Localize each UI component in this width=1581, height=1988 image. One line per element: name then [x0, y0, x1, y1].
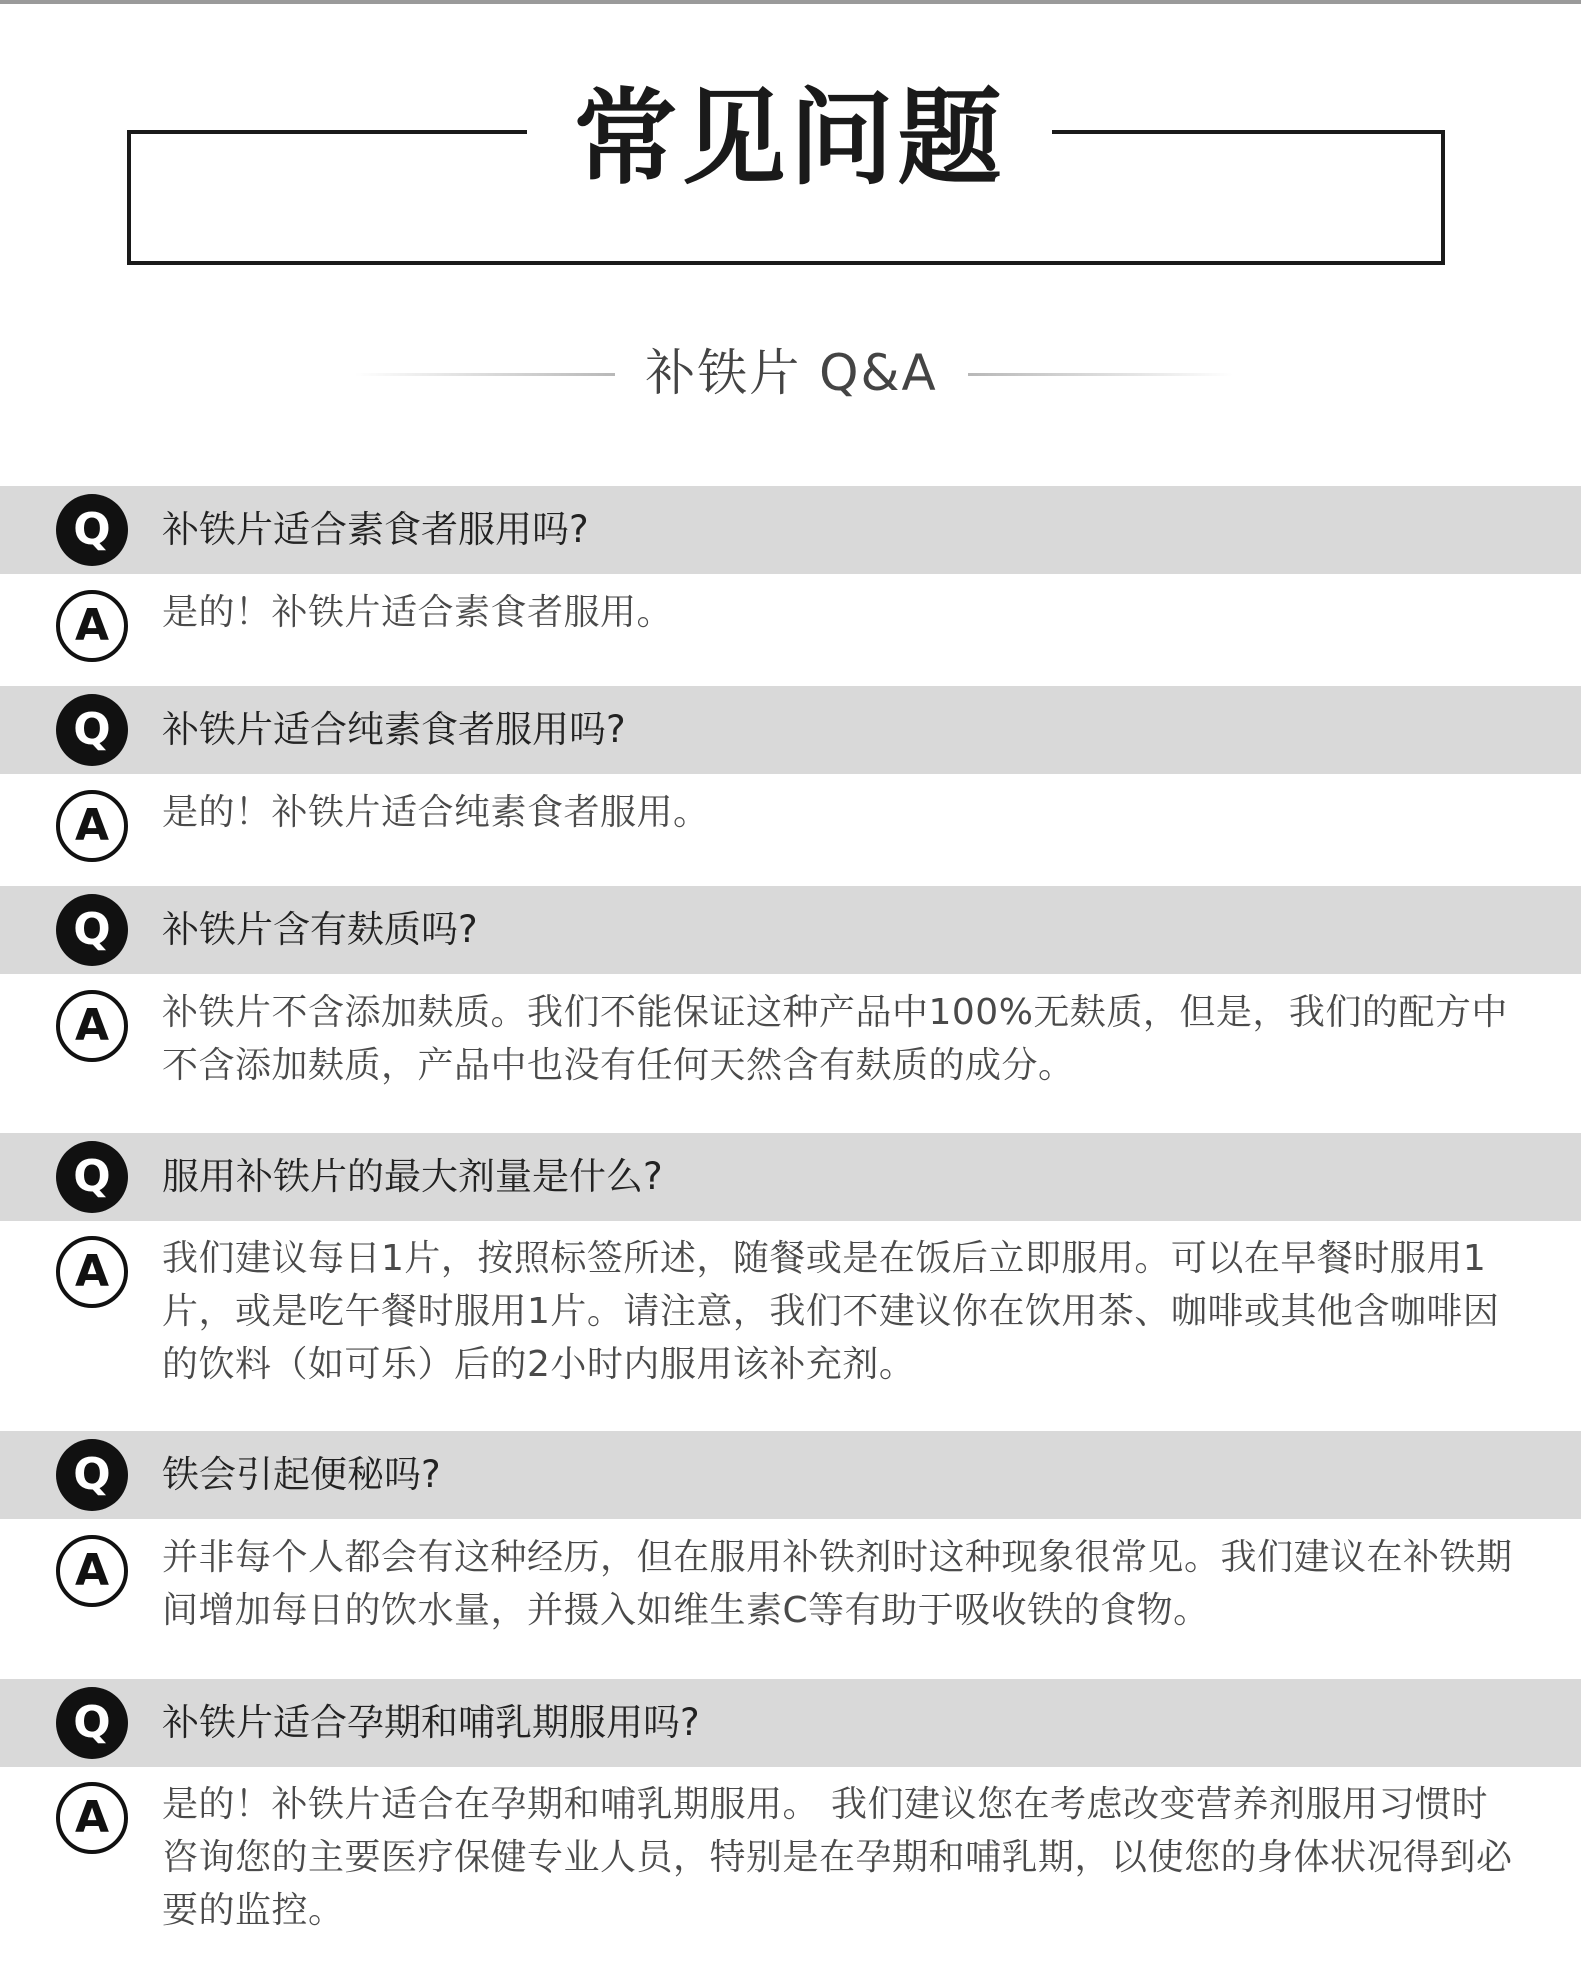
- question-text: 服用补铁片的最大剂量是什么?: [162, 1155, 663, 1198]
- answer-badge-icon: A: [56, 1535, 128, 1607]
- answer-text: 是的！补铁片适合素食者服用。: [162, 592, 674, 633]
- question-text: 补铁片含有麸质吗?: [162, 908, 478, 951]
- question-row: [0, 686, 1581, 774]
- question-badge-icon: Q: [56, 694, 128, 766]
- answer-badge-icon: A: [56, 1236, 128, 1308]
- question-row: [0, 886, 1581, 974]
- answer-text: 并非每个人都会有这种经历，但在服用补铁剂时这种现象很常见。我们建议在补铁期间增加每日的饮水量，并摄入如维生素C等有助于吸收铁的食物。: [162, 1537, 1513, 1631]
- question-text: 补铁片适合孕期和哺乳期服用吗?: [162, 1701, 700, 1744]
- question-badge-icon: Q: [56, 1687, 128, 1759]
- question-row: [0, 1679, 1581, 1767]
- question-text: 补铁片适合素食者服用吗?: [162, 508, 589, 551]
- question-badge-icon: Q: [56, 1439, 128, 1511]
- answer-text: 是的！补铁片适合在孕期和哺乳期服用。 我们建议您在考虑改变营养剂服用习惯时咨询您的主要医疗保健专业人员，特别是在孕期和哺乳期，以使您的身体状况得到必要的监控。: [162, 1784, 1513, 1931]
- subtitle-left-line: [355, 373, 615, 376]
- question-text: 铁会引起便秘吗?: [162, 1453, 441, 1496]
- question-badge-icon: Q: [56, 1141, 128, 1213]
- question-badge-icon: Q: [56, 894, 128, 966]
- page-title: 常见问题: [573, 77, 1006, 199]
- answer-text: 我们建议每日1片，按照标签所述，随餐或是在饭后立即服用。可以在早餐时服用1片，或是吃午餐时服用1片。请注意，我们不建议你在饮用茶、咖啡或其他含咖啡因的饮料（如可乐）后的2小时内服用该补充剂。: [162, 1238, 1500, 1385]
- top-divider: [0, 0, 1581, 4]
- subtitle-right-line: [968, 373, 1233, 376]
- question-badge-icon: Q: [56, 494, 128, 566]
- question-row: [0, 486, 1581, 574]
- answer-badge-icon: A: [56, 990, 128, 1062]
- answer-text: 补铁片不含添加麸质。我们不能保证这种产品中100%无麸质，但是，我们的配方中不含添加麸质，产品中也没有任何天然含有麸质的成分。: [162, 992, 1508, 1086]
- question-row: [0, 1431, 1581, 1519]
- question-row: [0, 1133, 1581, 1221]
- answer-text: 是的！补铁片适合纯素食者服用。: [162, 792, 710, 833]
- question-text: 补铁片适合纯素食者服用吗?: [162, 708, 626, 751]
- answer-badge-icon: A: [56, 1782, 128, 1854]
- page-subtitle: 补铁片 Q&A: [645, 344, 938, 402]
- answer-badge-icon: A: [56, 790, 128, 862]
- answer-badge-icon: A: [56, 590, 128, 662]
